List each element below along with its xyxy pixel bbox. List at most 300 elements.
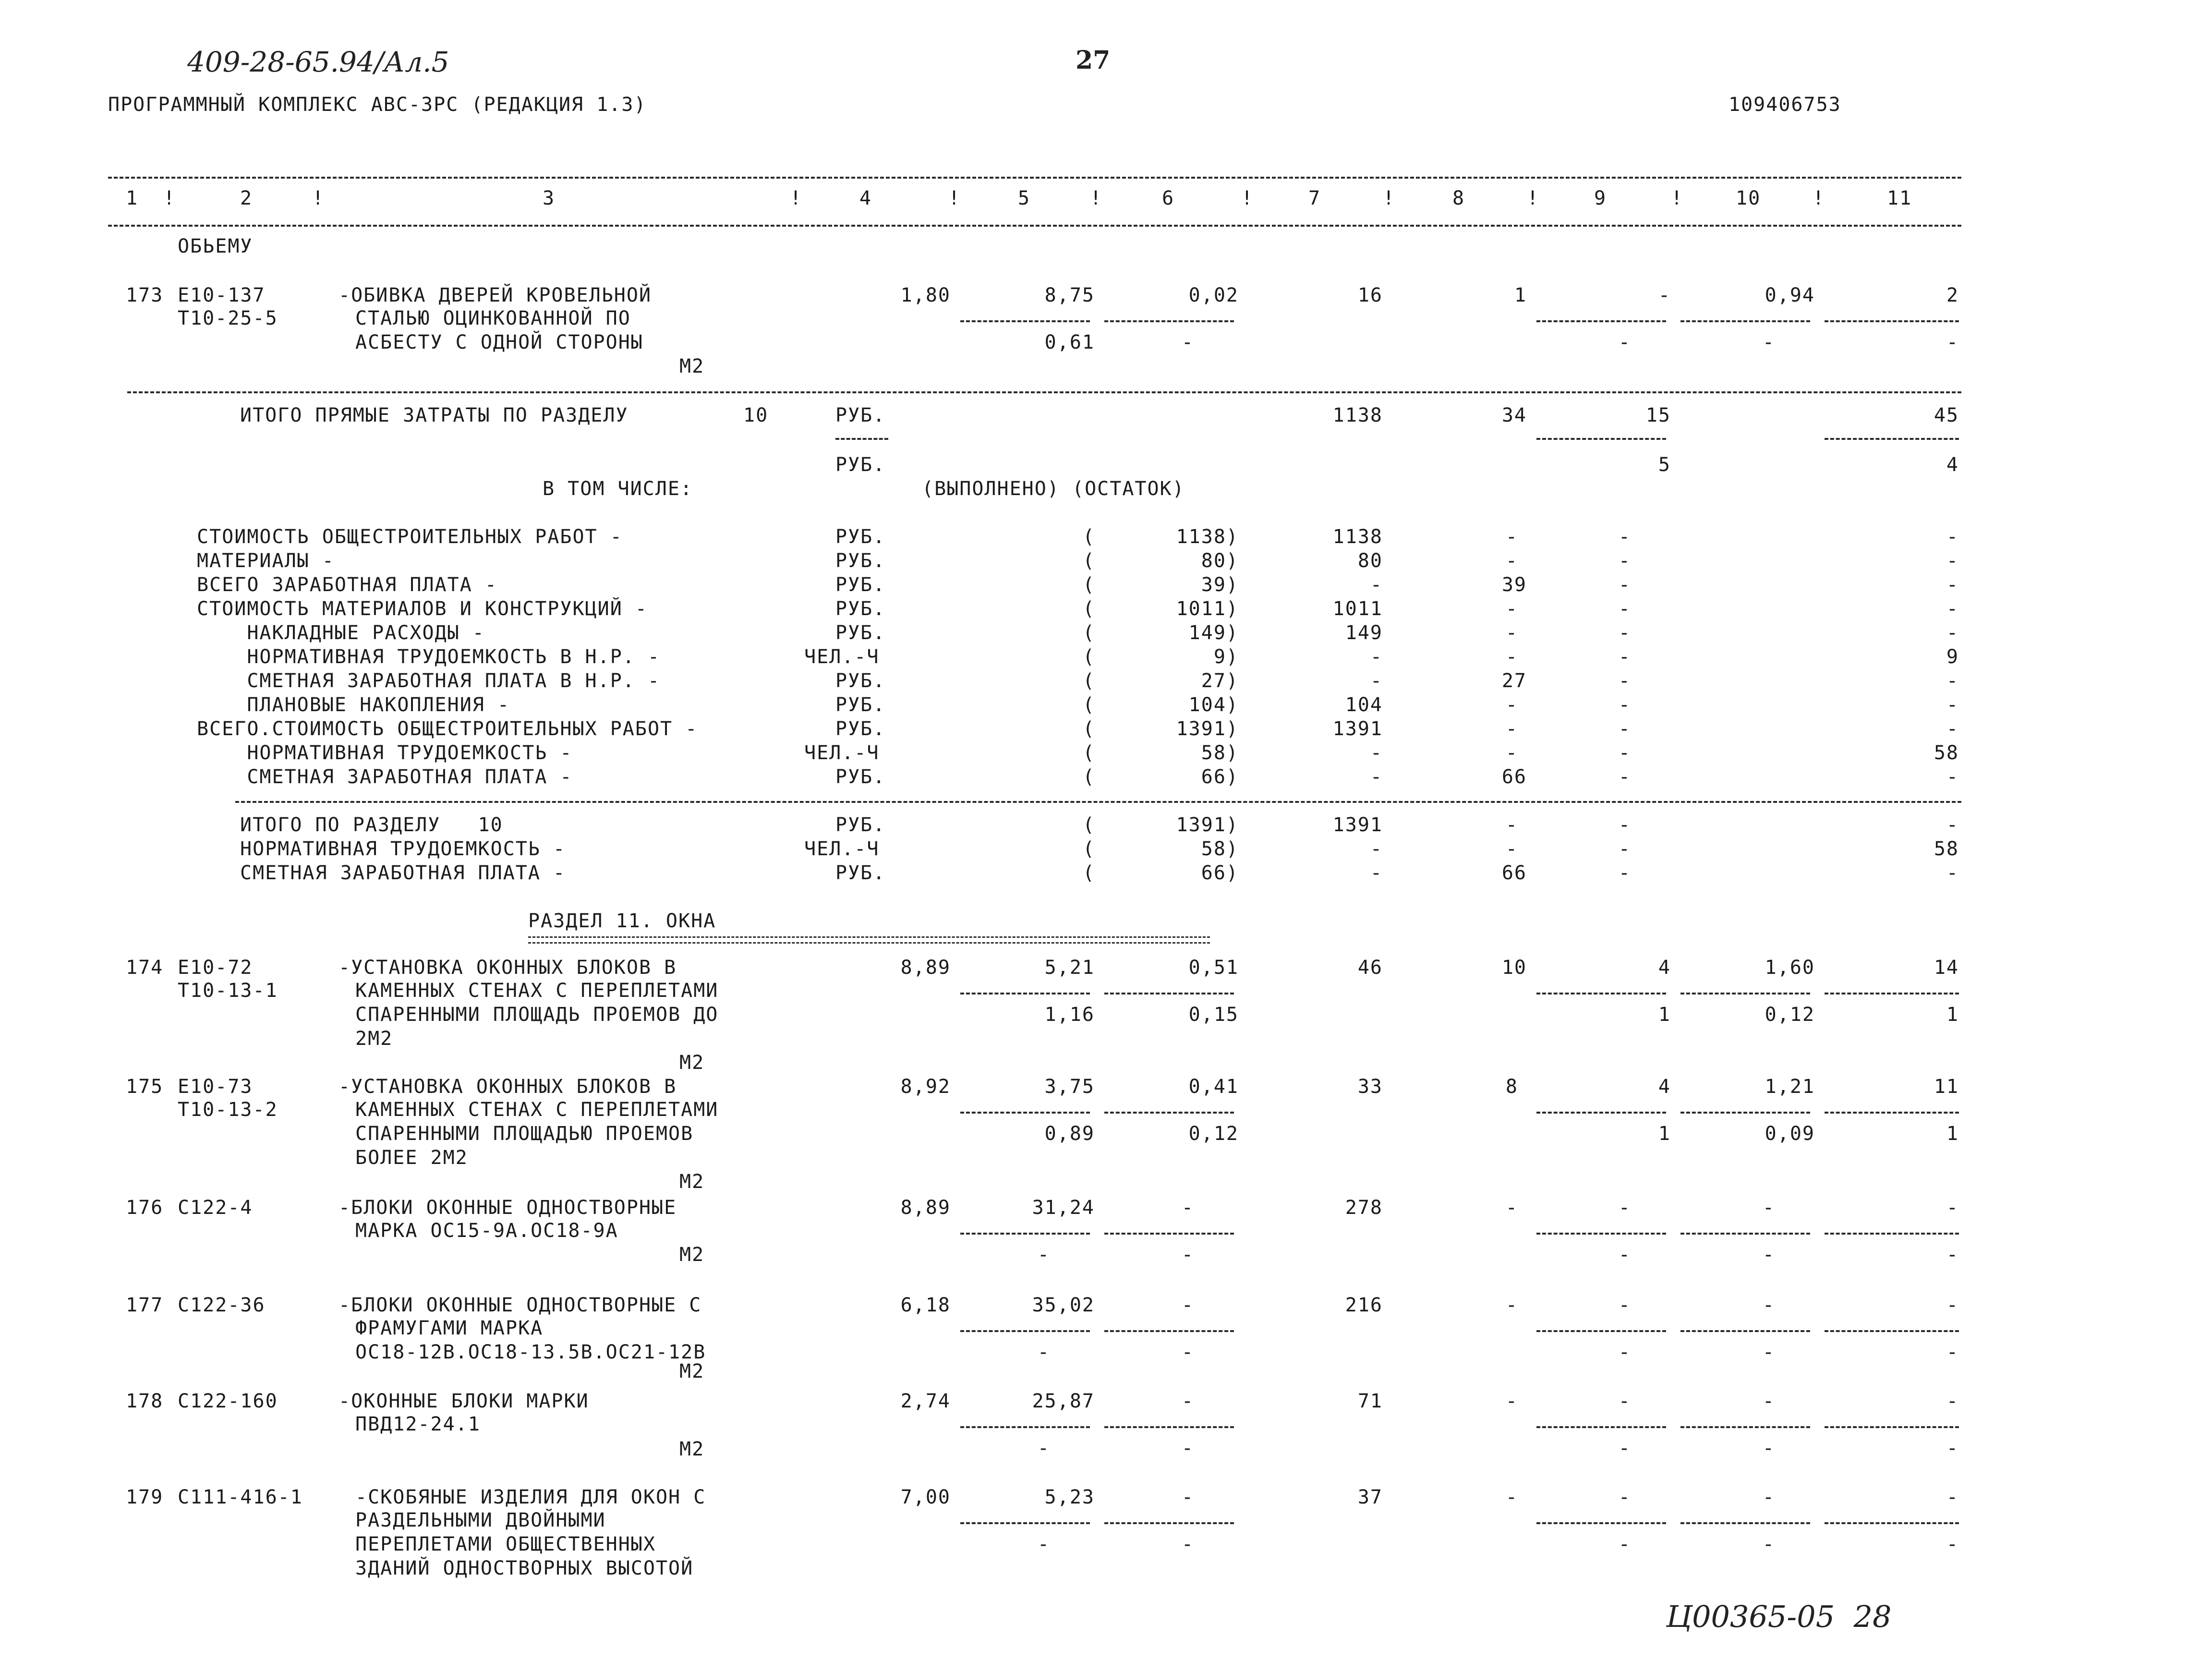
sub-rule xyxy=(1825,1112,1959,1114)
cell-c10-sub: 0,12 xyxy=(1765,1004,1815,1026)
column-separators: ! xyxy=(790,187,803,209)
sub-rule xyxy=(1104,320,1234,322)
breakdown-c9: - xyxy=(1618,622,1631,644)
direct-costs-section: 10 xyxy=(743,404,769,426)
total-c11-sub: 4 xyxy=(1946,454,1959,476)
breakdown-label: МАТЕРИАЛЫ - xyxy=(197,550,335,572)
section-total-unit: РУБ. xyxy=(835,862,886,884)
column-header: 2 xyxy=(240,187,253,209)
cell-c4: 2,74 xyxy=(900,1390,951,1412)
column-separators: ! xyxy=(1527,187,1540,209)
breakdown-c9: - xyxy=(1618,670,1631,692)
breakdown-c11: - xyxy=(1946,766,1959,788)
breakdown-done: 104) xyxy=(1188,694,1239,716)
breakdown-c11: - xyxy=(1946,598,1959,620)
breakdown-unit: РУБ. xyxy=(835,622,886,644)
item-description: ОС18-12В.ОС18-13.5В.ОС21-12В xyxy=(355,1341,706,1363)
breakdown-c9: - xyxy=(1618,646,1631,668)
sub-rule xyxy=(960,320,1090,322)
column-separators: ! xyxy=(163,187,176,209)
item-number: 177 xyxy=(126,1294,164,1316)
page-number: 27 xyxy=(1076,46,1111,75)
sub-rule xyxy=(1825,320,1959,322)
cell-c5: 5,21 xyxy=(1044,957,1095,979)
breakdown-label: ВСЕГО ЗАРАБОТНАЯ ПЛАТА - xyxy=(197,574,497,596)
cell-c11-sub: - xyxy=(1946,1437,1959,1459)
breakdown-paren: ( xyxy=(1083,526,1096,548)
breakdown-c9: - xyxy=(1618,766,1631,788)
breakdown-c7: 104 xyxy=(1345,694,1383,716)
cell-c5: 31,24 xyxy=(1032,1197,1095,1219)
item-number: 178 xyxy=(126,1390,164,1412)
breakdown-unit: РУБ. xyxy=(835,598,886,620)
section-total-label: НОРМАТИВНАЯ ТРУДОЕМКОСТЬ - xyxy=(240,838,566,860)
breakdown-paren: ( xyxy=(1083,574,1096,596)
breakdown-c11: - xyxy=(1946,622,1959,644)
item-description: -УСТАНОВКА ОКОННЫХ БЛОКОВ В xyxy=(338,957,677,979)
breakdown-c7: - xyxy=(1370,742,1383,764)
rate-code: С122-36 xyxy=(178,1294,266,1316)
sub-rule xyxy=(1680,320,1810,322)
item-description: КАМЕННЫХ СТЕНАХ С ПЕРЕПЛЕТАМИ xyxy=(355,980,719,1002)
breakdown-label: НОРМАТИВНАЯ ТРУДОЕМКОСТЬ - xyxy=(197,742,573,764)
sub-rule xyxy=(1680,1112,1810,1114)
cell-c9: 4 xyxy=(1658,957,1671,979)
sub-rule xyxy=(1536,438,1666,440)
cell-c11: 11 xyxy=(1934,1076,1959,1098)
cell-c6-sub: - xyxy=(1181,331,1194,353)
cell-c9: - xyxy=(1618,1294,1631,1316)
cell-c10: 0,94 xyxy=(1765,284,1815,306)
breakdown-c8: - xyxy=(1505,718,1518,740)
table-top-rule xyxy=(108,177,1961,179)
cell-c5-sub: 0,89 xyxy=(1044,1123,1095,1145)
cell-c9-sub: - xyxy=(1618,1244,1631,1266)
item-description: ФРАМУГАМИ МАРКА xyxy=(355,1317,544,1339)
sub-rule xyxy=(1536,320,1666,322)
cell-c8: - xyxy=(1505,1197,1518,1219)
item-description: -ОБИВКА ДВЕРЕЙ КРОВЕЛЬНОЙ xyxy=(338,284,652,306)
breakdown-done: 1391) xyxy=(1176,718,1239,740)
breakdown-paren: ( xyxy=(1083,718,1096,740)
unit-rub: РУБ. xyxy=(835,404,886,426)
breakdown-c11: - xyxy=(1946,694,1959,716)
column-separators: ! xyxy=(1383,187,1396,209)
breakdown-done: 58) xyxy=(1201,742,1239,764)
section-rule xyxy=(127,391,1961,393)
breakdown-done: 149) xyxy=(1188,622,1239,644)
breakdown-c8: - xyxy=(1505,622,1518,644)
rate-code: Е10-137 xyxy=(178,284,266,306)
breakdown-c7: - xyxy=(1370,766,1383,788)
cell-c7: 71 xyxy=(1357,1390,1383,1412)
column-header: 1 xyxy=(126,187,139,209)
cell-c10: 1,21 xyxy=(1765,1076,1815,1098)
sub-rule xyxy=(1536,1522,1666,1524)
breakdown-unit: РУБ. xyxy=(835,550,886,572)
cell-c8: - xyxy=(1505,1390,1518,1412)
section-total-c8: 66 xyxy=(1501,862,1527,884)
section-total-c8: - xyxy=(1505,814,1518,836)
section-total-c11: - xyxy=(1946,814,1959,836)
cell-c8: 1 xyxy=(1514,284,1527,306)
program-name: ПРОГРАММНЫЙ КОМПЛЕКС АВС-3РС (РЕДАКЦИЯ 1.3) xyxy=(108,94,647,116)
breakdown-paren: ( xyxy=(1083,550,1096,572)
cell-c6-sub: 0,12 xyxy=(1188,1123,1239,1145)
direct-costs-label: ИТОГО ПРЯМЫЕ ЗАТРАТЫ ПО РАЗДЕЛУ xyxy=(240,404,629,426)
cell-c10: - xyxy=(1762,1197,1775,1219)
cell-c11-sub: 1 xyxy=(1946,1004,1959,1026)
breakdown-unit: РУБ. xyxy=(835,766,886,788)
sub-rule xyxy=(1536,1330,1666,1332)
section-total-unit: РУБ. xyxy=(835,814,886,836)
breakdown-c7: 80 xyxy=(1357,550,1383,572)
cell-c5-sub: 1,16 xyxy=(1044,1004,1095,1026)
cell-c8: - xyxy=(1505,1294,1518,1316)
carryover-text: ОБЬЕМУ xyxy=(178,235,253,257)
cell-c9-sub: 1 xyxy=(1658,1123,1671,1145)
handwritten-document-code: 409-28-65.94/Ал.5 xyxy=(187,46,449,78)
sub-rule xyxy=(960,1426,1090,1428)
sub-rule xyxy=(960,1522,1090,1524)
breakdown-c7: 1138 xyxy=(1332,526,1383,548)
breakdown-label: СТОИМОСТЬ ОБЩЕСТРОИТЕЛЬНЫХ РАБОТ - xyxy=(197,526,623,548)
sub-rule xyxy=(1536,1112,1666,1114)
breakdown-c7: - xyxy=(1370,670,1383,692)
section-total-c7: - xyxy=(1370,862,1383,884)
rate-code-secondary: Т10-13-1 xyxy=(178,980,278,1002)
section-title: РАЗДЕЛ 11. ОКНА xyxy=(528,910,716,932)
breakdown-unit: ЧЕЛ.-Ч xyxy=(804,742,880,764)
breakdown-c9: - xyxy=(1618,526,1631,548)
item-description: СПАРЕННЫМИ ПЛОЩАДЬ ПРОЕМОВ ДО xyxy=(355,1004,719,1026)
cell-c5-sub: - xyxy=(1037,1244,1050,1266)
total-c9: 15 xyxy=(1645,404,1671,426)
cell-c5: 35,02 xyxy=(1032,1294,1095,1316)
breakdown-c8: - xyxy=(1505,742,1518,764)
breakdown-done: 39) xyxy=(1201,574,1239,596)
sub-rule xyxy=(1104,993,1234,994)
section-total-c11: 58 xyxy=(1934,838,1959,860)
cell-c5-sub: - xyxy=(1037,1341,1050,1363)
unit-label: М2 xyxy=(679,1052,705,1074)
cell-c7: 278 xyxy=(1345,1197,1383,1219)
item-number: 179 xyxy=(126,1486,164,1508)
cell-c4: 7,00 xyxy=(900,1486,951,1508)
item-description: СПАРЕННЫМИ ПЛОЩАДЬЮ ПРОЕМОВ xyxy=(355,1123,694,1145)
breakdown-c9: - xyxy=(1618,694,1631,716)
section-total-done: 58) xyxy=(1201,838,1239,860)
cell-c11: - xyxy=(1946,1486,1959,1508)
breakdown-c11: 9 xyxy=(1946,646,1959,668)
column-header: 10 xyxy=(1736,187,1761,209)
column-header: 3 xyxy=(543,187,556,209)
item-description: -УСТАНОВКА ОКОННЫХ БЛОКОВ В xyxy=(338,1076,677,1098)
breakdown-paren: ( xyxy=(1083,766,1096,788)
cell-c10-sub: - xyxy=(1762,1244,1775,1266)
breakdown-c9: - xyxy=(1618,742,1631,764)
section-rule xyxy=(235,801,1961,803)
section-total-c7: - xyxy=(1370,838,1383,860)
cell-c9: - xyxy=(1618,1486,1631,1508)
cell-c4: 6,18 xyxy=(900,1294,951,1316)
sub-rule xyxy=(1536,1233,1666,1235)
sub-rule xyxy=(1680,1330,1810,1332)
rate-code: Е10-73 xyxy=(178,1076,253,1098)
unit-rub: РУБ. xyxy=(835,454,886,476)
breakdown-c11: - xyxy=(1946,718,1959,740)
total-c8: 34 xyxy=(1501,404,1527,426)
cell-c5: 5,23 xyxy=(1044,1486,1095,1508)
sub-rule xyxy=(1825,1426,1959,1428)
breakdown-c11: - xyxy=(1946,670,1959,692)
sub-rule xyxy=(1825,1330,1959,1332)
rate-code-secondary: Т10-25-5 xyxy=(178,307,278,329)
cell-c9: - xyxy=(1658,284,1671,306)
item-number: 175 xyxy=(126,1076,164,1098)
document-number: 109406753 xyxy=(1729,94,1841,116)
cell-c5: 8,75 xyxy=(1044,284,1095,306)
sub-rule xyxy=(1536,1426,1666,1428)
breakdown-c7: - xyxy=(1370,574,1383,596)
breakdown-paren: ( xyxy=(1083,694,1096,716)
cell-c11: 2 xyxy=(1946,284,1959,306)
sub-rule xyxy=(1825,1233,1959,1235)
cell-c10: - xyxy=(1762,1486,1775,1508)
breakdown-paren: ( xyxy=(1083,838,1096,860)
sub-rule xyxy=(960,1112,1090,1114)
sub-rule xyxy=(1104,1522,1234,1524)
section-total-c7: 1391 xyxy=(1332,814,1383,836)
cell-c6-sub: - xyxy=(1181,1533,1194,1555)
breakdown-label: НОРМАТИВНАЯ ТРУДОЕМКОСТЬ В Н.Р. - xyxy=(197,646,661,668)
breakdown-unit: РУБ. xyxy=(835,694,886,716)
breakdown-c8: - xyxy=(1505,694,1518,716)
breakdown-c8: - xyxy=(1505,598,1518,620)
breakdown-paren: ( xyxy=(1083,742,1096,764)
sub-rule xyxy=(1104,1112,1234,1114)
cell-c10-sub: - xyxy=(1762,331,1775,353)
column-header: 8 xyxy=(1452,187,1465,209)
section-total-done: 66) xyxy=(1201,862,1239,884)
breakdown-c8: 39 xyxy=(1501,574,1527,596)
rate-code: С111-416-1 xyxy=(178,1486,303,1508)
including-label: В ТОМ ЧИСЛЕ: xyxy=(543,478,693,500)
cell-c11-sub: - xyxy=(1946,1244,1959,1266)
cell-c7: 16 xyxy=(1357,284,1383,306)
unit-label: М2 xyxy=(679,1171,705,1193)
breakdown-label: ПЛАНОВЫЕ НАКОПЛЕНИЯ - xyxy=(197,694,510,716)
cell-c11: - xyxy=(1946,1390,1959,1412)
breakdown-c8: - xyxy=(1505,550,1518,572)
item-number: 174 xyxy=(126,957,164,979)
unit-label: М2 xyxy=(679,1438,705,1460)
cell-c10-sub: - xyxy=(1762,1437,1775,1459)
breakdown-c7: 1011 xyxy=(1332,598,1383,620)
breakdown-c9: - xyxy=(1618,718,1631,740)
cell-c6-sub: - xyxy=(1181,1437,1194,1459)
cell-c8: 10 xyxy=(1501,957,1527,979)
done-remaining-label: (ВЫПОЛНЕНО) (ОСТАТОК) xyxy=(922,478,1185,500)
column-header: 5 xyxy=(1018,187,1031,209)
breakdown-done: 80) xyxy=(1201,550,1239,572)
column-header: 7 xyxy=(1308,187,1321,209)
breakdown-done: 1011) xyxy=(1176,598,1239,620)
breakdown-paren: ( xyxy=(1083,598,1096,620)
item-description: ПЕРЕПЛЕТАМИ ОБЩЕСТВЕННЫХ xyxy=(355,1533,656,1555)
unit-label: М2 xyxy=(679,355,705,377)
breakdown-c8: 27 xyxy=(1501,670,1527,692)
cell-c5-sub: - xyxy=(1037,1533,1050,1555)
cell-c9-sub: - xyxy=(1618,1437,1631,1459)
breakdown-c11: - xyxy=(1946,574,1959,596)
item-description: 2М2 xyxy=(355,1028,393,1050)
cell-c4: 8,89 xyxy=(900,1197,951,1219)
cell-c6: - xyxy=(1181,1390,1194,1412)
section-total-c8: - xyxy=(1505,838,1518,860)
cell-c7: 216 xyxy=(1345,1294,1383,1316)
cell-c9: - xyxy=(1618,1197,1631,1219)
cell-c11: 14 xyxy=(1934,957,1959,979)
breakdown-done: 66) xyxy=(1201,766,1239,788)
total-c11: 45 xyxy=(1934,404,1959,426)
cell-c11-sub: - xyxy=(1946,1341,1959,1363)
breakdown-paren: ( xyxy=(1083,814,1096,836)
sub-rule xyxy=(960,1233,1090,1235)
section-total-c9: - xyxy=(1618,862,1631,884)
cell-c5: 25,87 xyxy=(1032,1390,1095,1412)
cell-c9-sub: - xyxy=(1618,331,1631,353)
sub-rule xyxy=(1680,1426,1810,1428)
cell-c6-sub: 0,15 xyxy=(1188,1004,1239,1026)
sub-rule xyxy=(1104,1233,1234,1235)
cell-c10-sub: - xyxy=(1762,1341,1775,1363)
cell-c6: 0,02 xyxy=(1188,284,1239,306)
breakdown-label: СМЕТНАЯ ЗАРАБОТНАЯ ПЛАТА В Н.Р. - xyxy=(197,670,661,692)
sub-rule xyxy=(835,438,888,440)
cell-c7: 33 xyxy=(1357,1076,1383,1098)
cell-c4: 8,89 xyxy=(900,957,951,979)
cell-c6: - xyxy=(1181,1486,1194,1508)
item-description: МАРКА ОС15-9А.ОС18-9А xyxy=(355,1220,618,1242)
breakdown-c11: - xyxy=(1946,526,1959,548)
breakdown-c7: 149 xyxy=(1345,622,1383,644)
item-description: -БЛОКИ ОКОННЫЕ ОДНОСТВОРНЫЕ xyxy=(338,1197,677,1219)
cell-c6: 0,41 xyxy=(1188,1076,1239,1098)
breakdown-c11: 58 xyxy=(1934,742,1959,764)
cell-c5-sub: 0,61 xyxy=(1044,331,1095,353)
sub-rule xyxy=(1825,993,1959,994)
cell-c7: 37 xyxy=(1357,1486,1383,1508)
column-header: 6 xyxy=(1162,187,1175,209)
cell-c9-sub: - xyxy=(1618,1533,1631,1555)
breakdown-c11: - xyxy=(1946,550,1959,572)
item-description: -ОКОННЫЕ БЛОКИ МАРКИ xyxy=(338,1390,589,1412)
cell-c10: - xyxy=(1762,1294,1775,1316)
breakdown-label: СТОИМОСТЬ МАТЕРИАЛОВ И КОНСТРУКЦИЙ - xyxy=(197,598,648,620)
cell-c11-sub: - xyxy=(1946,1533,1959,1555)
breakdown-c7: 1391 xyxy=(1332,718,1383,740)
breakdown-c7: - xyxy=(1370,646,1383,668)
cell-c9-sub: 1 xyxy=(1658,1004,1671,1026)
section-total-c11: - xyxy=(1946,862,1959,884)
breakdown-c9: - xyxy=(1618,574,1631,596)
section-total-label: СМЕТНАЯ ЗАРАБОТНАЯ ПЛАТА - xyxy=(240,862,566,884)
column-separators: ! xyxy=(1090,187,1103,209)
total-c9-sub: 5 xyxy=(1658,454,1671,476)
item-number: 176 xyxy=(126,1197,164,1219)
cell-c11-sub: 1 xyxy=(1946,1123,1959,1145)
item-description: БОЛЕЕ 2М2 xyxy=(355,1147,468,1169)
breakdown-done: 9) xyxy=(1213,646,1239,668)
cell-c8: - xyxy=(1505,1486,1518,1508)
sub-rule xyxy=(1825,1522,1959,1524)
cell-c9-sub: - xyxy=(1618,1341,1631,1363)
total-c7: 1138 xyxy=(1332,404,1383,426)
breakdown-done: 27) xyxy=(1201,670,1239,692)
cell-c8: 8 xyxy=(1505,1076,1518,1098)
breakdown-unit: ЧЕЛ.-Ч xyxy=(804,646,880,668)
cell-c11: - xyxy=(1946,1197,1959,1219)
column-separators: ! xyxy=(1241,187,1254,209)
cell-c4: 1,80 xyxy=(900,284,951,306)
cell-c6: 0,51 xyxy=(1188,957,1239,979)
breakdown-unit: РУБ. xyxy=(835,526,886,548)
section-total-c9: - xyxy=(1618,838,1631,860)
column-separators: ! xyxy=(948,187,961,209)
item-description: РАЗДЕЛЬНЫМИ ДВОЙНЫМИ xyxy=(355,1509,606,1531)
item-description: ПВД12-24.1 xyxy=(355,1413,481,1435)
item-description: КАМЕННЫХ СТЕНАХ С ПЕРЕПЛЕТАМИ xyxy=(355,1099,719,1121)
cell-c10: 1,60 xyxy=(1765,957,1815,979)
cell-c11: - xyxy=(1946,1294,1959,1316)
sub-rule xyxy=(1680,993,1810,994)
cell-c6-sub: - xyxy=(1181,1244,1194,1266)
column-header: 11 xyxy=(1887,187,1912,209)
column-header: 9 xyxy=(1594,187,1607,209)
breakdown-c9: - xyxy=(1618,598,1631,620)
cell-c11-sub: - xyxy=(1946,331,1959,353)
column-header: 4 xyxy=(859,187,872,209)
breakdown-paren: ( xyxy=(1083,670,1096,692)
sub-rule xyxy=(1680,1522,1810,1524)
sub-rule xyxy=(960,1330,1090,1332)
cell-c10-sub: - xyxy=(1762,1533,1775,1555)
cell-c7: 46 xyxy=(1357,957,1383,979)
section-total-label: ИТОГО ПО РАЗДЕЛУ 10 xyxy=(240,814,503,836)
unit-label: М2 xyxy=(679,1360,705,1382)
cell-c6-sub: - xyxy=(1181,1341,1194,1363)
sub-rule xyxy=(1825,438,1959,440)
column-separators: ! xyxy=(1671,187,1684,209)
cell-c4: 8,92 xyxy=(900,1076,951,1098)
cell-c9: 4 xyxy=(1658,1076,1671,1098)
section-total-done: 1391) xyxy=(1176,814,1239,836)
item-description: АСБЕСТУ С ОДНОЙ СТОРОНЫ xyxy=(355,331,643,353)
column-separators: ! xyxy=(312,187,325,209)
sub-rule xyxy=(1104,1330,1234,1332)
item-description: -СКОБЯНЫЕ ИЗДЕЛИЯ ДЛЯ ОКОН С xyxy=(355,1486,706,1508)
breakdown-c8: - xyxy=(1505,646,1518,668)
breakdown-label: СМЕТНАЯ ЗАРАБОТНАЯ ПЛАТА - xyxy=(197,766,573,788)
breakdown-c8: 66 xyxy=(1501,766,1527,788)
sub-rule xyxy=(1104,1426,1234,1428)
breakdown-c8: - xyxy=(1505,526,1518,548)
unit-label: М2 xyxy=(679,1244,705,1266)
breakdown-unit: РУБ. xyxy=(835,670,886,692)
rate-code: Е10-72 xyxy=(178,957,253,979)
item-description: -БЛОКИ ОКОННЫЕ ОДНОСТВОРНЫЕ С xyxy=(338,1294,702,1316)
